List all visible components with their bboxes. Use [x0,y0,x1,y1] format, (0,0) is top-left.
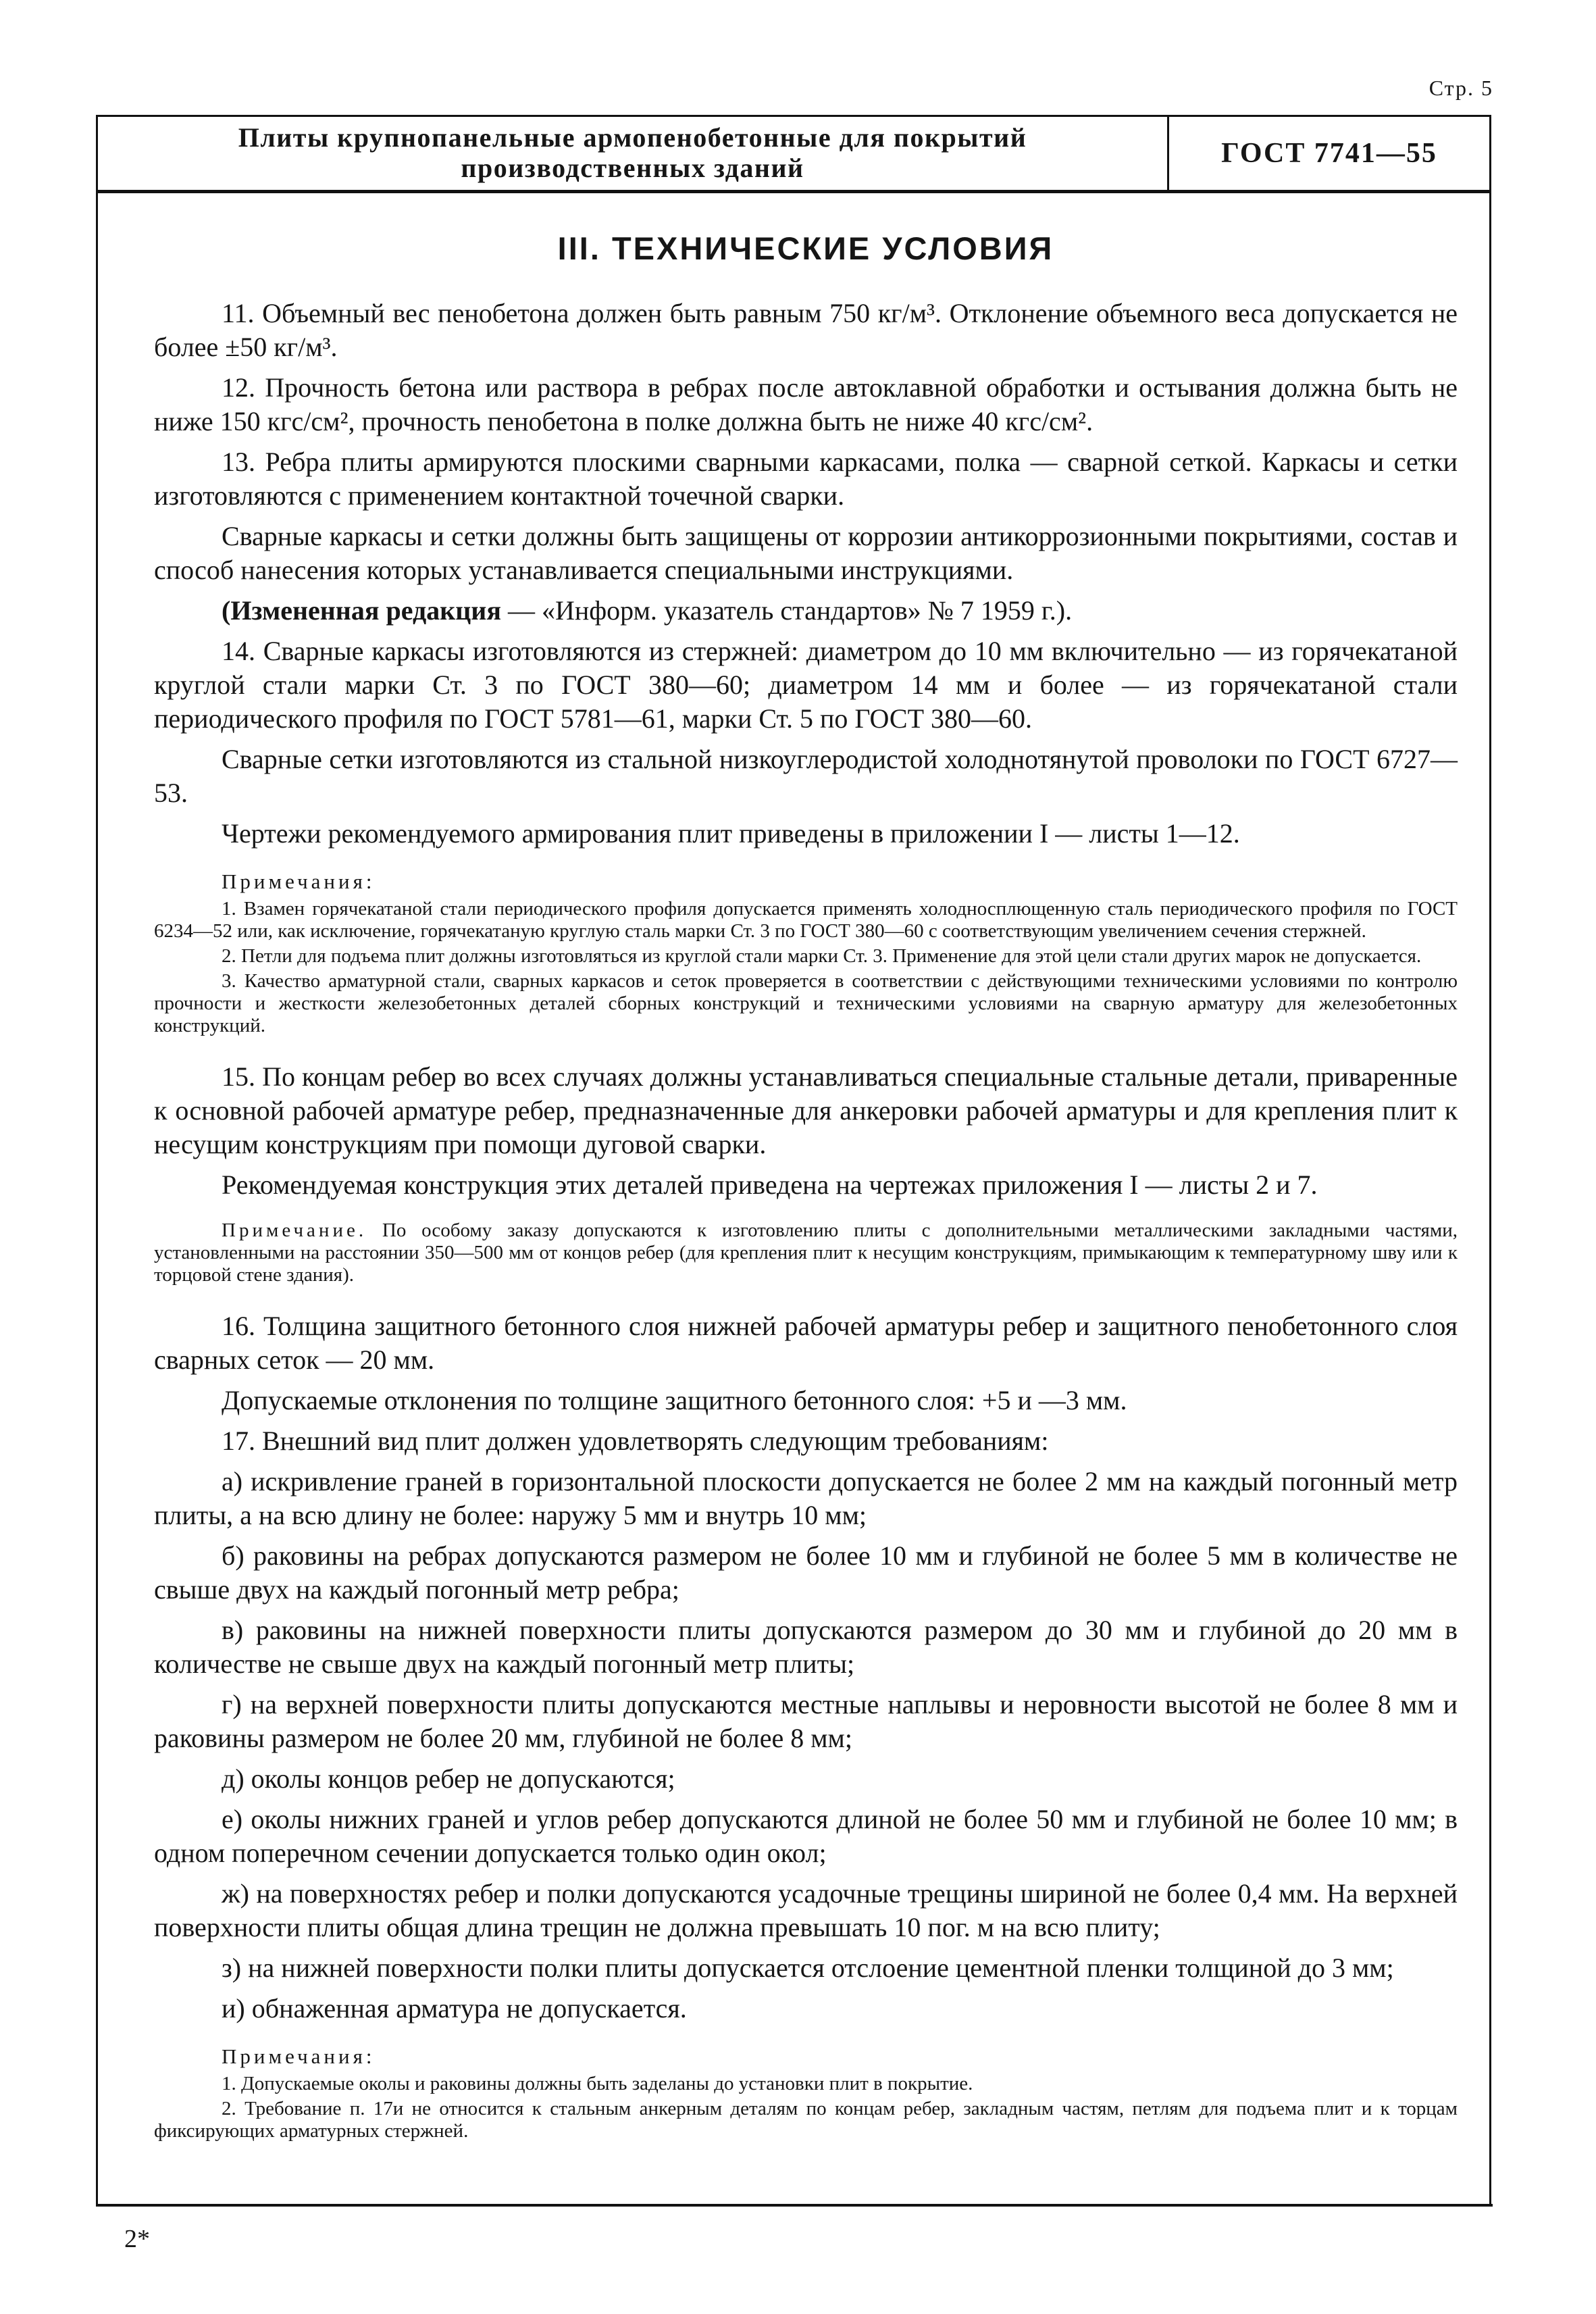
header-title-line: Плиты крупнопанельные армопенобетонные для покрытий [238,122,1027,153]
paragraph: Рекомендуемая конструкция этих деталей приведена на чертежах приложения I — листы 2 и 7. [222,1169,1318,1200]
notes-heading: Примечания: [222,2044,376,2068]
requirement-item: е) околы нижних граней и углов ребер допускаются длиной не более 50 мм и глубиной не более 10 мм; в одном поперечном сечении допускается только один окол; [154,1804,1458,1868]
paragraph: 12. Прочность бетона или раствора в ребрах после автоклавной обработки и остывания должна быть не ниже 150 кгс/см², прочность пенобетона в полке должна быть не ниже 40 кгс/см². [154,372,1458,436]
requirement-item: ж) на поверхностях ребер и полки допускаются усадочные трещины шириной не более 0,4 мм. На верхней поверхности плиты общая длина трещин не должна превышать 10 пог. м на всю плиту; [154,1878,1458,1942]
paragraph: Сварные каркасы и сетки должны быть защищены от коррозии антикоррозионными покрытиями, состав и способ нанесения которых устанавливается специальными инструкциями. [154,521,1458,585]
note-item: 2. Требование п. 17и не относится к стальным анкерным деталям по концам ребер, закладным частям, петлям для подъема плит и к торцам фиксирующих арматурных стержней. [154,2098,1458,2142]
paragraph: 13. Ребра плиты армируются плоскими сварными каркасами, полка — сварной сеткой. Каркасы и сетки изготовляются с применением контактной точечной сварки. [154,447,1458,511]
header-title-line: производственных зданий [461,153,804,183]
paragraph: 17. Внешний вид плит должен удовлетворять следующим требованиям: [222,1426,1049,1456]
requirement-item: г) на верхней поверхности плиты допускаются местные наплывы и неровности высотой не более 8 мм и раковины размером не более 20 мм, глубиной не более 8 мм; [154,1689,1458,1753]
notes-heading: Примечания: [222,870,376,893]
header-title [98,117,1169,190]
frame-right-rule [1489,115,1491,2206]
requirement-item: а) искривление граней в горизонтальной плоскости допускается не более 2 мм на каждый погонный метр плиты, а на всю длину не более: наружу 5 мм и внутрь 10 мм; [154,1466,1458,1530]
requirement-item: д) околы концов ребер не допускаются; [222,1763,675,1794]
note-item: 1. Допускаемые околы и раковины должны быть заделаны до установки плит в покрытие. [222,2073,973,2094]
document-header [98,115,1489,193]
requirement-item: в) раковины на нижней поверхности плиты допускаются размером до 30 мм и глубиной до 20 мм в количестве не свыше двух на каждый погонный метр плиты; [154,1615,1458,1679]
paragraph: 16. Толщина защитного бетонного слоя нижней рабочей арматуры ребер и защитного пенобетонного слоя сварных сеток — 20 мм. [154,1311,1458,1375]
paragraph: Сварные сетки изготовляются из стальной низкоуглеродистой холоднотянутой проволоки по ГОСТ 6727—53. [154,744,1458,808]
signature-mark: 2* [124,2225,150,2253]
paragraph: Чертежи рекомендуемого армирования плит приведены в приложении I — листы 1—12. [222,818,1240,849]
section-title: III. ТЕХНИЧЕСКИЕ УСЛОВИЯ [557,230,1054,266]
single-note [154,1219,1458,1286]
paragraph: 14. Сварные каркасы изготовляются из стержней: диаметром до 10 мм включительно — из горячекатаной круглой стали марки Ст. 3 по ГОСТ 380—60; диаметром 14 мм и более — из горячекатаной стали периодического профиля по ГОСТ 5781—61, марки Ст. 5 по ГОСТ 380—60. [154,636,1458,734]
note-label: Примечание. [222,1219,367,1241]
edition-note [154,594,1458,628]
note-text: По особому заказу допускаются к изготовлению плиты с дополнительными металлическими закладными частями, установленными на расстоянии 350—500 мм от концов ребер (для крепления плит к несущим конструкциям, примыкающим к температурному шву или к торцовой стене здания). [154,1219,1458,1286]
page-number: Стр. 5 [1428,76,1493,100]
paragraph: 11. Объемный вес пенобетона должен быть равным 750 кг/м³. Отклонение объемного веса допускается не более ±50 кг/м³. [154,298,1458,362]
note-item: 1. Взамен горячекатаной стали периодического профиля допускается применять холодносплющенную сталь периодического профиля по ГОСТ 6234—52 или, как исключение, горячекатаную круглую сталь марки Ст. 3 по ГОСТ 380—60 с соответствующим увеличением сечения стержней. [154,898,1458,942]
page-body [154,230,1458,2145]
edition-note-label: (Измененная редакция [222,595,501,626]
requirement-item: б) раковины на ребрах допускаются размером не более 10 мм и глубиной не более 5 мм в количестве не свыше двух на каждый погонный метр ребра; [154,1540,1458,1605]
note-item: 2. Петли для подъема плит должны изготовляться из круглой стали марки Ст. 3. Применение для этой цели стали других марок не допускается. [222,945,1422,967]
edition-note-text: — «Информ. указатель стандартов» № 7 1959 г.). [500,595,1073,626]
requirement-item: и) обнаженная арматура не допускается. [222,1993,687,2023]
frame-left-rule [96,115,98,2206]
standard-code: ГОСТ 7741—55 [1221,138,1437,169]
paragraph: Допускаемые отклонения по толщине защитного бетонного слоя: +5 и —3 мм. [222,1385,1127,1415]
requirement-item: з) на нижней поверхности полки плиты допускается отслоение цементной пленки толщиной до 3 мм; [222,1953,1394,1983]
frame-bottom-rule [96,2204,1493,2207]
paragraph: 15. По концам ребер во всех случаях должны устанавливаться специальные стальные детали, приваренные к основной рабочей арматуре ребер, предназначенные для анкеровки рабочей арматуры и для крепления плит к несущим конструкциям при помощи дуговой сварки. [154,1061,1458,1159]
note-item: 3. Качество арматурной стали, сварных каркасов и сеток проверяется в соответствии с действующими техническими условиями по контролю прочности и жесткости железобетонных деталей сборных конструкций и техническими условиями на сварную арматуру для железобетонных конструкций. [154,970,1458,1036]
